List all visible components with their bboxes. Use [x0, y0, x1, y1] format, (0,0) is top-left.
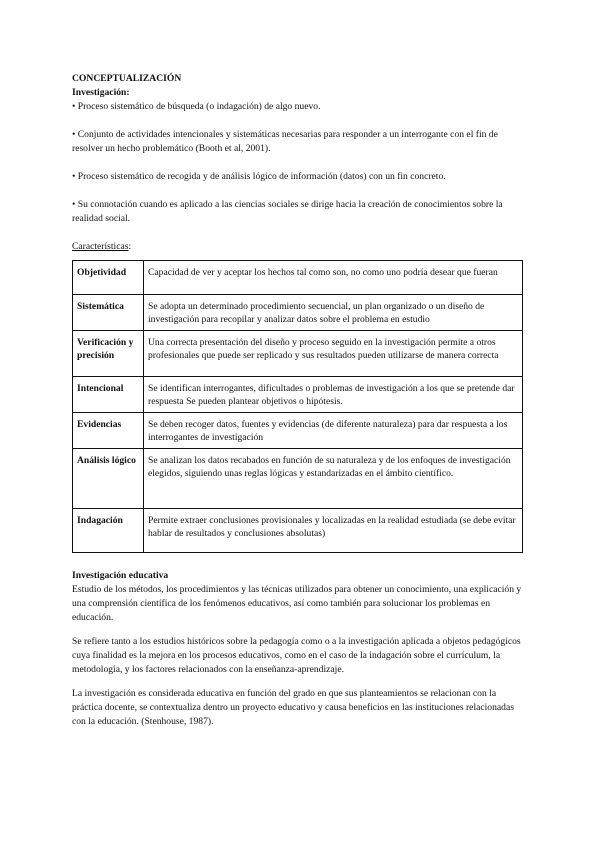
educational-research-section: [72, 569, 524, 729]
educativa-heading: Investigación educativa: [72, 570, 169, 581]
table-row: [73, 331, 523, 377]
term-cell: Evidencias: [73, 413, 144, 449]
table-row: [73, 509, 523, 553]
definition-bullet-4: • Su connotación cuando es aplicado a las ciencias sociales se dirige hacia la creación de conocimientos sobre la realidad social.: [72, 199, 503, 224]
table-row: [73, 413, 523, 449]
definition-cell: Capacidad de ver y aceptar los hechos tal como son, no como uno podría desear que fueran: [144, 261, 523, 295]
definition-cell: Permite extraer conclusiones provisionales y localizadas en la realidad estudiada (se debe evitar hablar de resultados y conclusiones absolutas): [144, 509, 523, 553]
table-row: [73, 449, 523, 509]
definition-cell: Se deben recoger datos, fuentes y evidencias (de diferente naturaleza) para dar respuesta a los interrogantes de investigación: [144, 413, 523, 449]
caracteristicas-colon: :: [128, 241, 132, 252]
definition-cell: Se analizan los datos recabados en función de su naturaleza y de los enfoques de investigación elegidos, siguiendo unas reglas lógicas y estandarizadas en el ámbito científico.: [144, 449, 523, 509]
term-cell: Intencional: [73, 377, 144, 413]
document-page: [72, 72, 524, 739]
definition-cell: Se identifican interrogantes, dificultades o problemas de investigación a los que se pretende dar respuesta Se pueden plantear objetivos o hipótesis.: [144, 377, 523, 413]
definition-bullet-2: • Conjunto de actividades intencionales y sistemáticas necesarias para responder a un interrogante con el fin de resolver un hecho problemático (Booth et al, 2001).: [72, 129, 498, 154]
characteristics-table: [72, 260, 523, 553]
term-cell: Verificación y precisión: [73, 331, 144, 377]
page-title: CONCEPTUALIZACIÓN: [72, 73, 182, 84]
educativa-paragraph-2: Se refiere tanto a los estudios históricos sobre la pedagogía como o a la investigación aplicada a objetos pedagógicos cuya finalidad es la mejora en los procesos educativos, como en el caso de la indagación sobre el currículum, la metodología, y los factores relacionados con la enseñanza-aprendizaje.: [72, 636, 521, 675]
table-row: [73, 261, 523, 295]
term-cell: Análisis lógico: [73, 449, 144, 509]
definition-cell: Una correcta presentación del diseño y proceso seguido en la investigación permite a otros profesionales que puede ser replicado y sus resultados pueden utilizarse de manera correcta: [144, 331, 523, 377]
definition-bullet-1: • Proceso sistemático de búsqueda (o indagación) de algo nuevo.: [72, 101, 321, 112]
educativa-paragraph-3: La investigación es considerada educativa en función del grado en que sus planteamientos se relacionan con la práctica docente, se contextualiza dentro un proyecto educativo y causa beneficios en las instituciones relacionadas con la educación. (Stenhouse, 1987).: [72, 688, 514, 727]
investigacion-heading: Investigación:: [72, 87, 130, 98]
definition-bullet-3: • Proceso sistemático de recogida y de análisis lógico de información (datos) con un fin concreto.: [72, 171, 446, 182]
caracteristicas-label: Características: [72, 241, 129, 252]
definition-cell: Se adopta un determinado procedimiento secuencial, un plan organizado o un diseño de investigación para recopilar y analizar datos sobre el problema en estudio: [144, 295, 523, 331]
table-row: [73, 295, 523, 331]
educativa-paragraph-1: Estudio de los métodos, los procedimientos y las técnicas utilizados para obtener un conocimiento, una explicación y una comprensión científica de los fenómenos educativos, así como también para solucionar los problemas en educación.: [72, 584, 522, 623]
term-cell: Indagación: [73, 509, 144, 553]
term-cell: Objetividad: [73, 261, 144, 295]
term-cell: Sistemática: [73, 295, 144, 331]
table-row: [73, 377, 523, 413]
caracteristicas-label-line: [72, 240, 524, 254]
